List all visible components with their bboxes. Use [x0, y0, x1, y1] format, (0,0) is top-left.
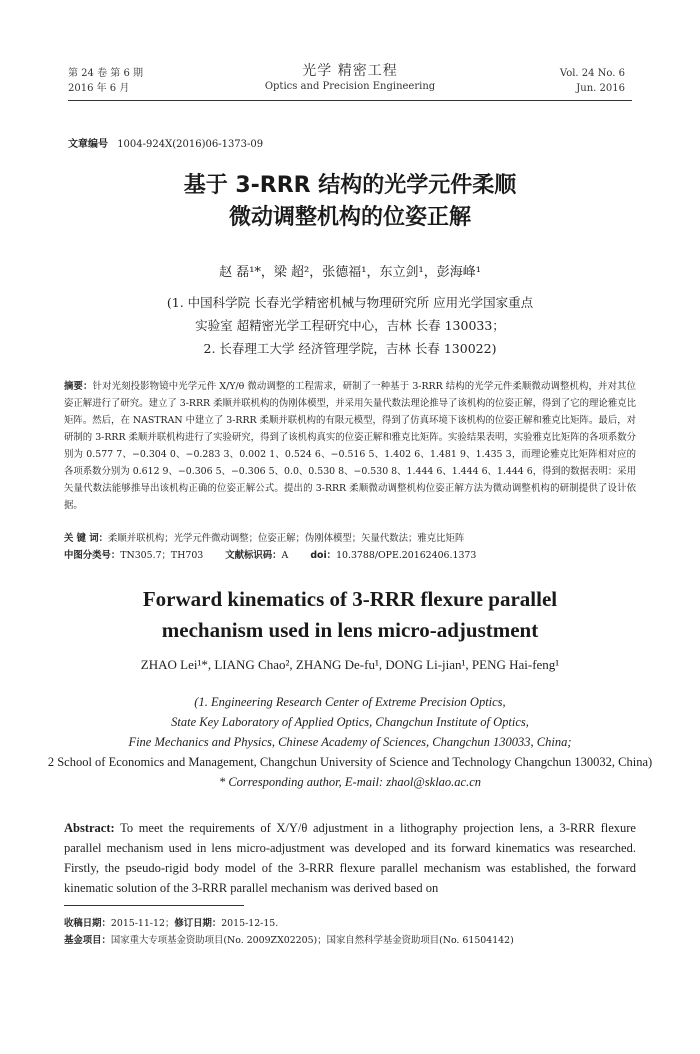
corresponding-author: * Corresponding author, E-mail: zhaol@sklao.ac.cn	[218, 775, 482, 789]
affiliation-en-line3: Fine Mechanics and Physics, Chinese Academy of Sciences, Changchun 130033, China;	[128, 735, 572, 749]
keywords-cn-text: 柔顺并联机构；光学元件微动调整；位姿正解；伪刚体模型；矢量代数法；雅克比矩阵	[108, 533, 465, 544]
revised-value: 2015-12-15.	[221, 918, 279, 929]
title-cn	[0, 170, 700, 234]
affiliation-cn-line2: 实验室 超精密光学工程研究中心，吉林 长春 130033；	[195, 318, 505, 333]
abstract-cn	[64, 378, 636, 514]
dates-line	[64, 915, 636, 932]
abstract-en-label: Abstract:	[64, 821, 115, 835]
authors-en: ZHAO Lei¹*, LIANG Chao², ZHANG De-fu¹, DONG Li-jian¹, PENG Hai-feng¹	[140, 657, 560, 672]
affiliation-en-line2: State Key Laboratory of Applied Optics, Changchun Institute of Optics,	[171, 715, 529, 729]
abstract-cn-label: 摘要：	[64, 381, 93, 392]
title-cn-line1: 基于 3-RRR 结构的光学元件柔顺	[183, 173, 517, 198]
clc-value: TN305.7；TH703	[120, 550, 204, 561]
abstract-en	[64, 818, 636, 898]
title-en	[0, 584, 700, 646]
abstract-en-text: To meet the requirements of X/Y/θ adjustment in a lithography projection lens, a 3-RRR flexure parallel mechanism used in lens micro-adjustment was developed and its forward kinematics was researched. Firstly, the pseudo-rigid body model of the 3-RRR flexure parallel mechanism was established, the forward kinematic solution of the 3-RRR parallel mechanism was derived based on	[64, 821, 636, 895]
issue-date-cn: 2016 年 6 月	[68, 83, 130, 94]
affiliation-cn-line3: 2. 长春理工大学 经济管理学院，吉林 长春 130022)	[203, 341, 497, 356]
header-rule	[68, 100, 632, 101]
issue-date-en: Jun. 2016	[576, 83, 625, 94]
revised-label: 修订日期：	[174, 918, 222, 929]
title-en-line2: mechanism used in lens micro-adjustment	[161, 618, 539, 642]
header-right	[560, 66, 625, 96]
doc-code-value: A	[281, 550, 289, 561]
doi-value: 10.3788/OPE.20162406.1373	[336, 550, 477, 561]
article-number-label: 文章编号	[68, 139, 108, 150]
title-en-line1: Forward kinematics of 3-RRR flexure parallel	[142, 587, 558, 611]
classification	[64, 547, 636, 564]
doi-label: doi：	[310, 550, 337, 561]
title-cn-line2: 微动调整机构的位姿正解	[228, 205, 471, 230]
affiliations-cn	[0, 291, 700, 360]
footnote-rule	[64, 905, 244, 906]
keywords-cn	[64, 530, 636, 547]
keywords-cn-label: 关 键 词：	[64, 533, 109, 544]
affiliations-en	[0, 692, 700, 792]
funding-label: 基金项目：	[64, 935, 111, 946]
volume-issue-en: Vol. 24 No. 6	[559, 68, 625, 79]
article-number-value: 1004-924X(2016)06-1373-09	[117, 139, 264, 150]
authors-cn: 赵 磊¹*，梁 超²，张德福¹，东立剑¹，彭海峰¹	[219, 265, 481, 280]
doc-code-label: 文献标识码：	[225, 550, 282, 561]
affiliation-en-line4: 2 School of Economics and Management, Changchun University of Science and Technology Changchun 130032, China)	[47, 755, 653, 769]
footnotes	[64, 915, 636, 949]
funding-line	[64, 932, 636, 949]
journal-name-en: Optics and Precision Engineering	[264, 81, 436, 92]
affiliation-en-line1: (1. Engineering Research Center of Extreme Precision Optics,	[194, 695, 506, 709]
journal-name-cn: 光学 精密工程	[302, 63, 398, 79]
volume-issue: 第 24 卷 第 6 期	[68, 68, 143, 79]
abstract-cn-text: 针对光刻投影物镜中光学元件 X/Y/θ 微动调整的工程需求，研制了一种基于 3-RRR 结构的光学元件柔顺微动调整机构，并对其位姿正解进行了研究。建立了 3-RRR 柔顺并联机构的伪刚体模型，并采用矢量代数法理论推导了该机构的位姿正解，得到了它的理论雅克比矩阵。然后，在 NASTRAN 中建立了 3-RRR 柔顺并联机构的有限元模型，得到了仿真环境下该机构的位姿正解和雅克比矩阵。最后，对研制的 3-RRR 柔顺并联机构进行了实验研究，得到了该机构真实的位姿正解和雅克比矩阵。实验结果表明，实验雅克比矩阵的各项系数分别为 0.577 7、−0.304 0、−0.283 3、0.002 1、0.524 6、−0.516 5、1.402 6、1.481 9、1.435 3，而理论雅克比矩阵相对应的各项系数分别为 0.612 9、−0.306 5、−0.306 5、0.0、0.530 8、−0.530 8、1.444 6、1.444 6、1.444 6，得到的数据表明：采用矢量代数法能够推导出该机构正确的位姿正解公式。提出的 3-RRR 柔顺微动调整机构位姿正解方法为微动调整机构的研制提供了设计依据。	[64, 381, 636, 511]
received-value: 2015-11-12；	[110, 918, 175, 929]
article-number	[68, 135, 263, 150]
received-label: 收稿日期：	[64, 918, 111, 929]
clc-label: 中图分类号：	[64, 550, 121, 561]
affiliation-cn-line1: (1. 中国科学院 长春光学精密机械与物理研究所 应用光学国家重点	[166, 295, 534, 310]
funding-value: 国家重大专项基金资助项目(No. 2009ZX02205)；国家自然科学基金资助项目(No. 61504142)	[110, 935, 514, 946]
